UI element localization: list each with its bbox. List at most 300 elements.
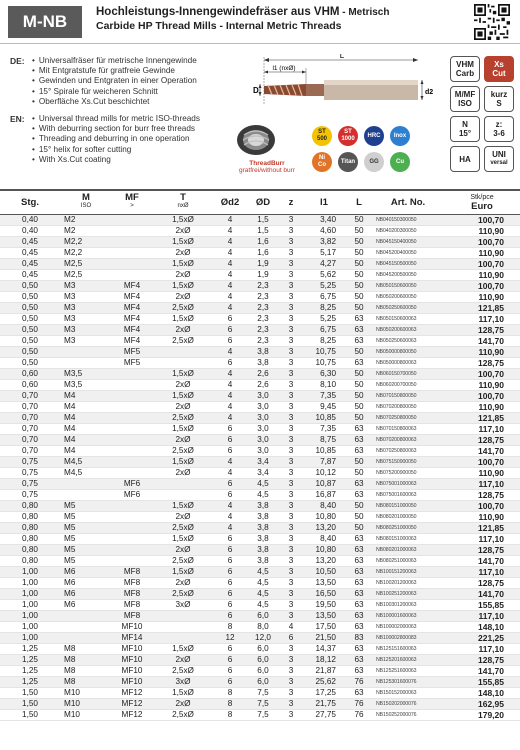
cell-price: 148,10	[444, 621, 520, 632]
cell-price: 155,85	[444, 676, 520, 687]
table-body	[0, 214, 520, 720]
cell-article-no: NB100251200063	[372, 588, 444, 599]
cell-shank-dia: 4	[214, 401, 246, 412]
table-row[interactable]	[0, 390, 520, 401]
cell-total-length: 50	[346, 236, 372, 247]
cell-flutes: 3	[280, 478, 302, 489]
col-mf-label: MF	[125, 192, 139, 204]
cell-shank-dia: 6	[214, 676, 246, 687]
cell-mf-size	[112, 434, 152, 445]
titan-label: Titan	[340, 158, 356, 165]
tag-helix	[450, 116, 480, 142]
col-mf	[112, 190, 152, 214]
cell-cut-length: 8,75	[302, 434, 346, 445]
cell-flutes: 3	[280, 533, 302, 544]
cell-price: 110,90	[444, 467, 520, 478]
cell-mf-size	[112, 236, 152, 247]
cell-article-no: NB050200600050	[372, 291, 444, 302]
cell-price: 221,25	[444, 632, 520, 643]
col-d-label: ØD	[255, 196, 271, 208]
cell-cut-length: 8,40	[302, 500, 346, 511]
cell-shank-dia: 6	[214, 610, 246, 621]
cell-pitch: 0,50	[0, 335, 60, 346]
table-row[interactable]	[0, 291, 520, 302]
cell-cut-length: 5,25	[302, 313, 346, 324]
cell-cut-length: 7,35	[302, 390, 346, 401]
table-row[interactable]	[0, 643, 520, 654]
cell-m-size: M3,5	[60, 368, 112, 379]
cell-article-no: NB125251600063	[372, 665, 444, 676]
cell-m-size: M10	[60, 687, 112, 698]
cell-m-size: M6	[60, 599, 112, 610]
cell-pitch: 0,50	[0, 302, 60, 313]
cell-flutes: 3	[280, 412, 302, 423]
cell-m-size: M3	[60, 335, 112, 346]
cell-cutter-dia: 4,5	[246, 478, 280, 489]
cell-thread-depth: 2xØ	[152, 269, 214, 280]
cell-total-length: 50	[346, 368, 372, 379]
tag-xs-line2: Cut	[492, 69, 506, 78]
table-row[interactable]	[0, 511, 520, 522]
cell-article-no: NB060200700050	[372, 379, 444, 390]
cell-cutter-dia: 2,3	[246, 291, 280, 302]
table-row[interactable]	[0, 335, 520, 346]
cell-pitch: 1,00	[0, 577, 60, 588]
cell-thread-depth	[152, 621, 214, 632]
table-row[interactable]	[0, 401, 520, 412]
table-row[interactable]	[0, 698, 520, 709]
cell-pitch: 1,00	[0, 588, 60, 599]
cell-thread-depth: 2,5xØ	[152, 335, 214, 346]
coating-gg-icon	[364, 152, 384, 172]
cell-price: 141,70	[444, 335, 520, 346]
product-code-tab: M-NB	[8, 6, 82, 38]
cell-mf-size	[112, 445, 152, 456]
cell-shank-dia: 4	[214, 412, 246, 423]
table-row[interactable]	[0, 324, 520, 335]
cell-cut-length: 17,25	[302, 687, 346, 698]
cell-cut-length: 10,12	[302, 467, 346, 478]
cell-cut-length: 6,30	[302, 368, 346, 379]
cell-cut-length: 13,50	[302, 610, 346, 621]
table-row[interactable]	[0, 610, 520, 621]
cell-cutter-dia: 3,8	[246, 544, 280, 555]
cell-cut-length: 10,80	[302, 544, 346, 555]
cell-price: 110,90	[444, 401, 520, 412]
table-row[interactable]	[0, 412, 520, 423]
dim-D-label: D	[253, 86, 259, 95]
cell-shank-dia: 6	[214, 665, 246, 676]
cell-thread-depth: 2,5xØ	[152, 412, 214, 423]
table-row[interactable]	[0, 467, 520, 478]
cell-cut-length: 7,35	[302, 423, 346, 434]
col-d2	[214, 190, 246, 214]
cell-total-length: 63	[346, 423, 372, 434]
cell-flutes: 3	[280, 456, 302, 467]
cell-thread-depth	[152, 346, 214, 357]
cell-thread-depth: 2xØ	[152, 324, 214, 335]
cell-mf-size: MF8	[112, 610, 152, 621]
cell-mf-size	[112, 544, 152, 555]
col-l-label: L	[356, 196, 362, 208]
cell-m-size: M2,2	[60, 236, 112, 247]
cell-flutes: 3	[280, 709, 302, 720]
cell-cutter-dia: 1,5	[246, 225, 280, 236]
cell-cut-length: 25,62	[302, 676, 346, 687]
cell-cutter-dia: 3,8	[246, 511, 280, 522]
tag-vhm-line2: Carb	[455, 69, 475, 78]
cell-pitch: 0,45	[0, 258, 60, 269]
coating-hrc-icon	[364, 126, 384, 146]
cell-thread-depth: 1,5xØ	[152, 456, 214, 467]
cell-cut-length: 5,17	[302, 247, 346, 258]
table-row[interactable]	[0, 302, 520, 313]
st1000-line1: ST	[344, 129, 352, 135]
cell-pitch: 1,50	[0, 687, 60, 698]
cell-thread-depth: 1,5xØ	[152, 500, 214, 511]
cell-price: 121,85	[444, 412, 520, 423]
cell-cutter-dia: 4,5	[246, 599, 280, 610]
cell-mf-size: MF4	[112, 280, 152, 291]
cell-total-length: 50	[346, 500, 372, 511]
product-table	[0, 189, 520, 721]
cell-total-length: 63	[346, 643, 372, 654]
cell-total-length: 63	[346, 445, 372, 456]
cell-article-no: NB150152000063	[372, 687, 444, 698]
cell-pitch: 1,00	[0, 599, 60, 610]
cell-cut-length: 9,45	[302, 401, 346, 412]
cell-m-size: M2	[60, 214, 112, 225]
cell-cut-length: 16,87	[302, 489, 346, 500]
cell-total-length: 50	[346, 401, 372, 412]
cell-m-size: M8	[60, 654, 112, 665]
cell-cut-length: 21,87	[302, 665, 346, 676]
cell-flutes: 3	[280, 401, 302, 412]
table-row[interactable]	[0, 621, 520, 632]
cell-pitch: 1,50	[0, 698, 60, 709]
cell-flutes: 3	[280, 236, 302, 247]
cell-thread-depth: 2xØ	[152, 698, 214, 709]
tag-ha-label: HA	[459, 154, 471, 164]
cell-m-size	[60, 357, 112, 368]
cell-pitch: 0,75	[0, 467, 60, 478]
cell-cutter-dia: 6,0	[246, 610, 280, 621]
cell-price: 148,10	[444, 687, 520, 698]
cell-pitch: 0,70	[0, 434, 60, 445]
cell-cutter-dia: 4,5	[246, 489, 280, 500]
cell-thread-depth: 1,5xØ	[152, 423, 214, 434]
table-row[interactable]	[0, 368, 520, 379]
cell-m-size: M5	[60, 522, 112, 533]
cell-pitch: 1,25	[0, 665, 60, 676]
cell-price: 117,10	[444, 533, 520, 544]
cell-shank-dia: 6	[214, 434, 246, 445]
cell-price: 179,20	[444, 709, 520, 720]
cell-shank-dia: 8	[214, 621, 246, 632]
cell-flutes: 3	[280, 687, 302, 698]
cell-mf-size	[112, 555, 152, 566]
tag-xscut	[484, 56, 514, 82]
table-row[interactable]	[0, 478, 520, 489]
cell-flutes: 3	[280, 225, 302, 236]
cell-article-no: NB050000800063	[372, 357, 444, 368]
cell-article-no: NB075001600063	[372, 489, 444, 500]
description-german	[10, 56, 197, 107]
tag-flutes	[484, 116, 514, 142]
cell-total-length: 63	[346, 566, 372, 577]
cell-total-length: 50	[346, 280, 372, 291]
dim-d2-label: d2	[425, 89, 434, 96]
cell-pitch: 0,40	[0, 225, 60, 236]
cell-price: 100,70	[444, 390, 520, 401]
cell-price: 141,70	[444, 445, 520, 456]
table-row[interactable]	[0, 599, 520, 610]
cell-pitch: 0,60	[0, 368, 60, 379]
cell-mf-size	[112, 214, 152, 225]
cell-thread-depth: 1,5xØ	[152, 533, 214, 544]
cell-mf-size	[112, 500, 152, 511]
cell-total-length: 63	[346, 555, 372, 566]
col-d2-label: Ød2	[220, 196, 240, 208]
table-row[interactable]	[0, 577, 520, 588]
cell-thread-depth: 2xØ	[152, 511, 214, 522]
cell-cutter-dia: 2,6	[246, 379, 280, 390]
cell-article-no: NB045200500050	[372, 269, 444, 280]
cell-flutes: 3	[280, 214, 302, 225]
tag-mmf-iso	[450, 86, 480, 112]
table-row[interactable]	[0, 423, 520, 434]
cell-price: 155,85	[444, 599, 520, 610]
cell-cut-length: 6,75	[302, 291, 346, 302]
cell-total-length: 50	[346, 511, 372, 522]
cell-shank-dia: 6	[214, 357, 246, 368]
cell-pitch: 0,80	[0, 500, 60, 511]
cell-article-no: NB070150800050	[372, 390, 444, 401]
cell-mf-size: MF10	[112, 665, 152, 676]
cell-m-size: M5	[60, 511, 112, 522]
table-row[interactable]	[0, 258, 520, 269]
table-row[interactable]	[0, 247, 520, 258]
cell-m-size: M3	[60, 313, 112, 324]
cell-flutes: 3	[280, 379, 302, 390]
cell-shank-dia: 4	[214, 346, 246, 357]
cell-total-length: 50	[346, 214, 372, 225]
cell-price: 110,90	[444, 269, 520, 280]
table-row[interactable]	[0, 225, 520, 236]
cell-mf-size: MF4	[112, 324, 152, 335]
cell-flutes: 3	[280, 280, 302, 291]
cell-flutes: 3	[280, 368, 302, 379]
cell-price: 141,70	[444, 665, 520, 676]
tag-mmf-line2: ISO	[458, 99, 472, 108]
cell-m-size: M4	[60, 390, 112, 401]
cell-flutes: 3	[280, 522, 302, 533]
cell-thread-depth: 1,5xØ	[152, 313, 214, 324]
table-row[interactable]	[0, 500, 520, 511]
cell-total-length: 50	[346, 269, 372, 280]
cell-flutes: 3	[280, 269, 302, 280]
cell-shank-dia: 6	[214, 324, 246, 335]
table-row[interactable]	[0, 456, 520, 467]
cell-total-length: 76	[346, 676, 372, 687]
cell-cut-length: 21,50	[302, 632, 346, 643]
cell-shank-dia: 8	[214, 687, 246, 698]
cell-article-no: NB045150500050	[372, 258, 444, 269]
cell-mf-size	[112, 412, 152, 423]
col-l	[346, 190, 372, 214]
cell-price: 117,10	[444, 566, 520, 577]
cell-thread-depth: 1,5xØ	[152, 258, 214, 269]
dim-l1-label: l1 (nxØ)	[272, 65, 296, 72]
st500-line2: 500	[316, 136, 327, 142]
desc-de-item: • Gewinden und Entgraten in einer Operation	[32, 76, 197, 86]
cell-pitch: 0,50	[0, 291, 60, 302]
table-row[interactable]	[0, 280, 520, 291]
cell-total-length: 63	[346, 357, 372, 368]
cell-flutes: 3	[280, 467, 302, 478]
coating-st1000-icon	[338, 126, 358, 146]
cell-m-size: M6	[60, 577, 112, 588]
cell-cut-length: 27,75	[302, 709, 346, 720]
cell-total-length: 76	[346, 698, 372, 709]
cell-m-size: M6	[60, 588, 112, 599]
cell-flutes: 3	[280, 654, 302, 665]
table-row[interactable]	[0, 236, 520, 247]
cell-shank-dia: 8	[214, 698, 246, 709]
cell-mf-size: MF10	[112, 676, 152, 687]
cell-thread-depth: 1,5xØ	[152, 687, 214, 698]
table-row[interactable]	[0, 687, 520, 698]
cell-price: 117,10	[444, 423, 520, 434]
cell-price: 162,95	[444, 698, 520, 709]
cell-article-no: NB080151000063	[372, 533, 444, 544]
col-m-sub: ISO	[80, 203, 92, 210]
cell-total-length: 50	[346, 412, 372, 423]
cell-price: 128,75	[444, 654, 520, 665]
cell-thread-depth: 3xØ	[152, 599, 214, 610]
table-row[interactable]	[0, 489, 520, 500]
table-row[interactable]	[0, 709, 520, 720]
cell-shank-dia: 6	[214, 313, 246, 324]
table-row[interactable]	[0, 346, 520, 357]
cell-price: 110,90	[444, 379, 520, 390]
cell-shank-dia: 4	[214, 258, 246, 269]
cell-mf-size: MF8	[112, 566, 152, 577]
cell-pitch: 1,00	[0, 610, 60, 621]
table-row[interactable]	[0, 588, 520, 599]
table-row[interactable]	[0, 357, 520, 368]
table-row[interactable]	[0, 676, 520, 687]
col-z	[280, 190, 302, 214]
title-english: Carbide HP Thread Mills - Internal Metric Threads	[96, 20, 342, 32]
cell-article-no: NB050150600063	[372, 313, 444, 324]
table-row[interactable]	[0, 214, 520, 225]
title-block	[96, 6, 466, 32]
cell-cutter-dia: 6,0	[246, 643, 280, 654]
title-german	[96, 6, 466, 18]
cell-shank-dia: 6	[214, 423, 246, 434]
st500-line1: ST	[318, 129, 326, 135]
cell-price: 100,70	[444, 368, 520, 379]
table-row[interactable]	[0, 654, 520, 665]
table-row[interactable]	[0, 434, 520, 445]
cell-article-no: NB080201000063	[372, 544, 444, 555]
cell-shank-dia: 4	[214, 368, 246, 379]
table-row[interactable]	[0, 445, 520, 456]
cell-m-size: M5	[60, 544, 112, 555]
table-row[interactable]	[0, 665, 520, 676]
tag-universal	[484, 146, 514, 172]
cell-cut-length: 4,27	[302, 258, 346, 269]
cell-mf-size	[112, 225, 152, 236]
cell-thread-depth	[152, 632, 214, 643]
cell-thread-depth: 2,5xØ	[152, 709, 214, 720]
table-row[interactable]	[0, 566, 520, 577]
cell-article-no: NB125201600063	[372, 654, 444, 665]
cell-m-size: M4	[60, 401, 112, 412]
table-row[interactable]	[0, 313, 520, 324]
cell-cutter-dia: 8,0	[246, 621, 280, 632]
cell-cutter-dia: 1,6	[246, 247, 280, 258]
cell-pitch: 0,50	[0, 313, 60, 324]
qr-code-icon[interactable]	[474, 4, 510, 40]
cell-cut-length: 14,37	[302, 643, 346, 654]
cell-m-size: M2,5	[60, 258, 112, 269]
cell-flutes: 3	[280, 599, 302, 610]
cell-shank-dia: 6	[214, 643, 246, 654]
tag-z-line1: z:	[495, 120, 503, 129]
cell-m-size: M3,5	[60, 379, 112, 390]
cell-flutes: 3	[280, 423, 302, 434]
table-row[interactable]	[0, 632, 520, 643]
cell-mf-size: MF6	[112, 489, 152, 500]
table-row[interactable]	[0, 544, 520, 555]
gg-label: GG	[369, 158, 379, 165]
cell-mf-size	[112, 522, 152, 533]
cell-m-size: M8	[60, 676, 112, 687]
cell-shank-dia: 4	[214, 225, 246, 236]
cell-flutes: 3	[280, 434, 302, 445]
cell-total-length: 63	[346, 610, 372, 621]
table-row[interactable]	[0, 533, 520, 544]
cell-cutter-dia: 1,9	[246, 258, 280, 269]
cell-cutter-dia: 4,5	[246, 577, 280, 588]
cell-article-no: NB045200400050	[372, 247, 444, 258]
tag-vhm	[450, 56, 480, 82]
cell-thread-depth	[152, 489, 214, 500]
tag-kurz	[484, 86, 514, 112]
cell-cutter-dia: 2,6	[246, 368, 280, 379]
table-row[interactable]	[0, 555, 520, 566]
cell-cut-length: 13,20	[302, 522, 346, 533]
cell-m-size: M4	[60, 423, 112, 434]
table-row[interactable]	[0, 269, 520, 280]
cell-price: 141,70	[444, 555, 520, 566]
cell-total-length: 63	[346, 654, 372, 665]
cell-cutter-dia: 3,8	[246, 555, 280, 566]
cell-article-no: NB100301200063	[372, 599, 444, 610]
cell-flutes: 3	[280, 247, 302, 258]
table-row[interactable]	[0, 522, 520, 533]
cell-cutter-dia: 12,0	[246, 632, 280, 643]
cell-thread-depth: 2,5xØ	[152, 555, 214, 566]
tag-mmf-line1: M/MF	[454, 90, 476, 99]
cell-pitch: 0,70	[0, 401, 60, 412]
col-stg-label: Stg.	[21, 196, 39, 208]
col-l1-label: l1	[320, 196, 328, 208]
table-row[interactable]	[0, 379, 520, 390]
cell-thread-depth: 2xØ	[152, 654, 214, 665]
